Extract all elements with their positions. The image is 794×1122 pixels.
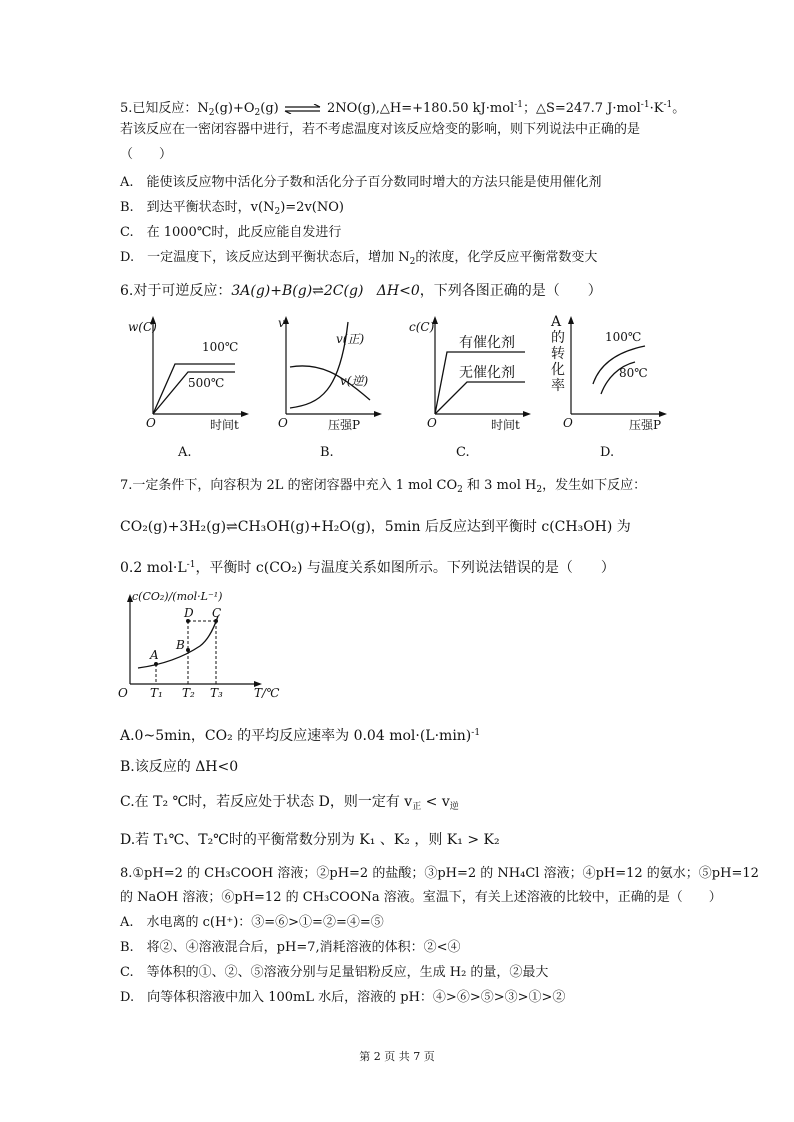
q5-line3: （ ） xyxy=(120,147,173,162)
q6-caption-c: C. xyxy=(456,445,470,460)
q7-graph-point-a: A xyxy=(150,648,159,662)
q6-caption-a: A. xyxy=(178,445,192,460)
q5-line1: 5.已知反应：$N_2(g)+O_2(g)$ 2NO(g),△H=+180.50 kJ·mol$^{-1}$；△S=247.7 $J\cdot mol^{-1}\cdot K^{-1}$。 xyxy=(120,100,686,118)
graph-c-xlabel: 时间t xyxy=(491,418,520,432)
q8-option-d: D. 向等体积溶液中加入 100mL 水后，溶液的 pH：④>⑥>⑤>③>①>② xyxy=(120,990,566,1005)
graph-b-xlabel: 压强P xyxy=(328,418,361,432)
graph-a-origin: O xyxy=(146,416,156,430)
page-footer: 第 2 页 共 7 页 xyxy=(359,1050,435,1063)
q5-option-c: C. 在 1000℃时，此反应能自发进行 xyxy=(120,225,342,240)
q8-option-a: A. 水电离的 c(H⁺)：③=⑥>①=②=④=⑤ xyxy=(120,915,384,930)
q6-caption-b: B. xyxy=(320,445,334,460)
q8-line1: 8.①pH=2 的 CH₃COOH 溶液；②pH=2 的盐酸；③pH=2 的 NH₄Cl 溶液；④pH=12 的氨水；⑤pH=12 xyxy=(120,866,759,881)
graph-b-curve1: v(正) xyxy=(336,332,365,346)
q7-graph-tick-t3: T₃ xyxy=(210,686,223,700)
graph-d-xlabel: 压强P xyxy=(629,418,662,432)
q7-graph-point-d: D xyxy=(184,606,194,620)
q7-option-d: D.若 T₁℃、T₂℃时的平衡常数分别为 K₁ 、K₂ ，则 K₁ > K₂ xyxy=(120,832,500,848)
q8-option-b: B. 将②、④溶液混合后，pH=7,消耗溶液的体积：②<④ xyxy=(120,940,461,955)
q6-graph-d xyxy=(545,312,685,442)
graph-c-curve2: 无催化剂 xyxy=(459,365,515,381)
graph-d-curve2: 80℃ xyxy=(619,366,648,380)
q7-line3: 0.2 $mol\cdot L^{-1}$，平衡时 c(CO₂) 与温度关系如图所示。下列说法错误的是（ ） xyxy=(120,560,615,576)
graph-c-ylabel: c(C) xyxy=(409,320,435,334)
q6-graph-c xyxy=(405,312,545,442)
graph-b-curve2: v(逆) xyxy=(340,374,369,388)
q7-graph-point-b: B xyxy=(176,638,185,652)
graph-a-ylabel: w(C) xyxy=(128,320,157,334)
q7-graph-tick-t1: T₁ xyxy=(150,686,163,700)
q8-line2: 的 NaOH 溶液；⑥pH=12 的 CH₃COONa 溶液。室温下，有关上述溶液的比较中，正确的是（ ） xyxy=(120,890,722,905)
graph-c-origin: O xyxy=(427,416,437,430)
q7-graph xyxy=(118,588,288,710)
graph-a-curve1: 100℃ xyxy=(202,340,239,354)
q7-graph-point-c: C xyxy=(212,606,222,620)
q7-line2: CO₂(g)+3H₂(g)⇌CH₃OH(g)+H₂O(g)，5min 后反应达到平衡时 c(CH₃OH) 为 xyxy=(120,519,631,535)
q7-graph-ylabel: c(CO₂)/(mol·L⁻¹) xyxy=(132,590,223,603)
q5-option-d: D. 一定温度下，该反应达到平衡状态后，增加 $N_2$的浓度，化学反应平衡常数变大 xyxy=(120,250,598,267)
q6-caption-d: D. xyxy=(600,445,615,460)
q6-graph-a xyxy=(120,312,260,442)
graph-a-xlabel: 时间t xyxy=(210,418,239,432)
graph-b-origin: O xyxy=(278,416,288,430)
q5-line2: 若该反应在一密闭容器中进行，若不考虑温度对该反应焓变的影响，则下列说法中正确的是 xyxy=(120,122,641,137)
graph-b-ylabel: v xyxy=(278,316,285,330)
graph-a-curve2: 500℃ xyxy=(188,376,225,390)
q7-option-c: C.在 T₂ ℃时，若反应处于状态 D，则一定有 $v_正 < v_逆$ xyxy=(120,794,459,812)
graph-d-ylabel: A的转化率 xyxy=(551,314,565,394)
q8-option-c: C. 等体积的①、②、⑤溶液分别与足量铝粉反应，生成 H₂ 的量，②最大 xyxy=(120,965,549,980)
q7-option-b: B.该反应的 ΔH<0 xyxy=(120,759,239,775)
q7-option-a: A.0~5min，CO₂ 的平均反应速率为 0.04 $mol\cdot(L\cdot\min)^{-1}$ xyxy=(120,728,481,744)
q5-option-a: A. 能使该反应物中活化分子数和活化分子百分数同时增大的方法只能是使用催化剂 xyxy=(120,175,602,190)
q7-graph-xlabel: T/℃ xyxy=(254,686,280,700)
q6-stem: 6.对于可逆反应：3A(g)+B(g)⇌2C(g) ΔH<0，下列各图正确的是（ ） xyxy=(120,283,602,299)
q7-graph-tick-t2: T₂ xyxy=(182,686,195,700)
q6-graph-b xyxy=(270,312,410,442)
q5-option-b: B. 到达平衡状态时，$v(N_2)=2v(NO)$ xyxy=(120,200,344,217)
graph-c-curve1: 有催化剂 xyxy=(459,335,515,351)
q7-line1: 7.一定条件下，向容积为 2L 的密闭容器中充入 1 mol $CO_2$ 和 3 mol $H_2$，发生如下反应： xyxy=(120,478,647,495)
graph-d-origin: O xyxy=(563,416,573,430)
equilibrium-arrow-icon xyxy=(283,104,323,114)
q7-graph-origin: O xyxy=(118,686,128,700)
graph-d-curve1: 100℃ xyxy=(605,330,642,344)
